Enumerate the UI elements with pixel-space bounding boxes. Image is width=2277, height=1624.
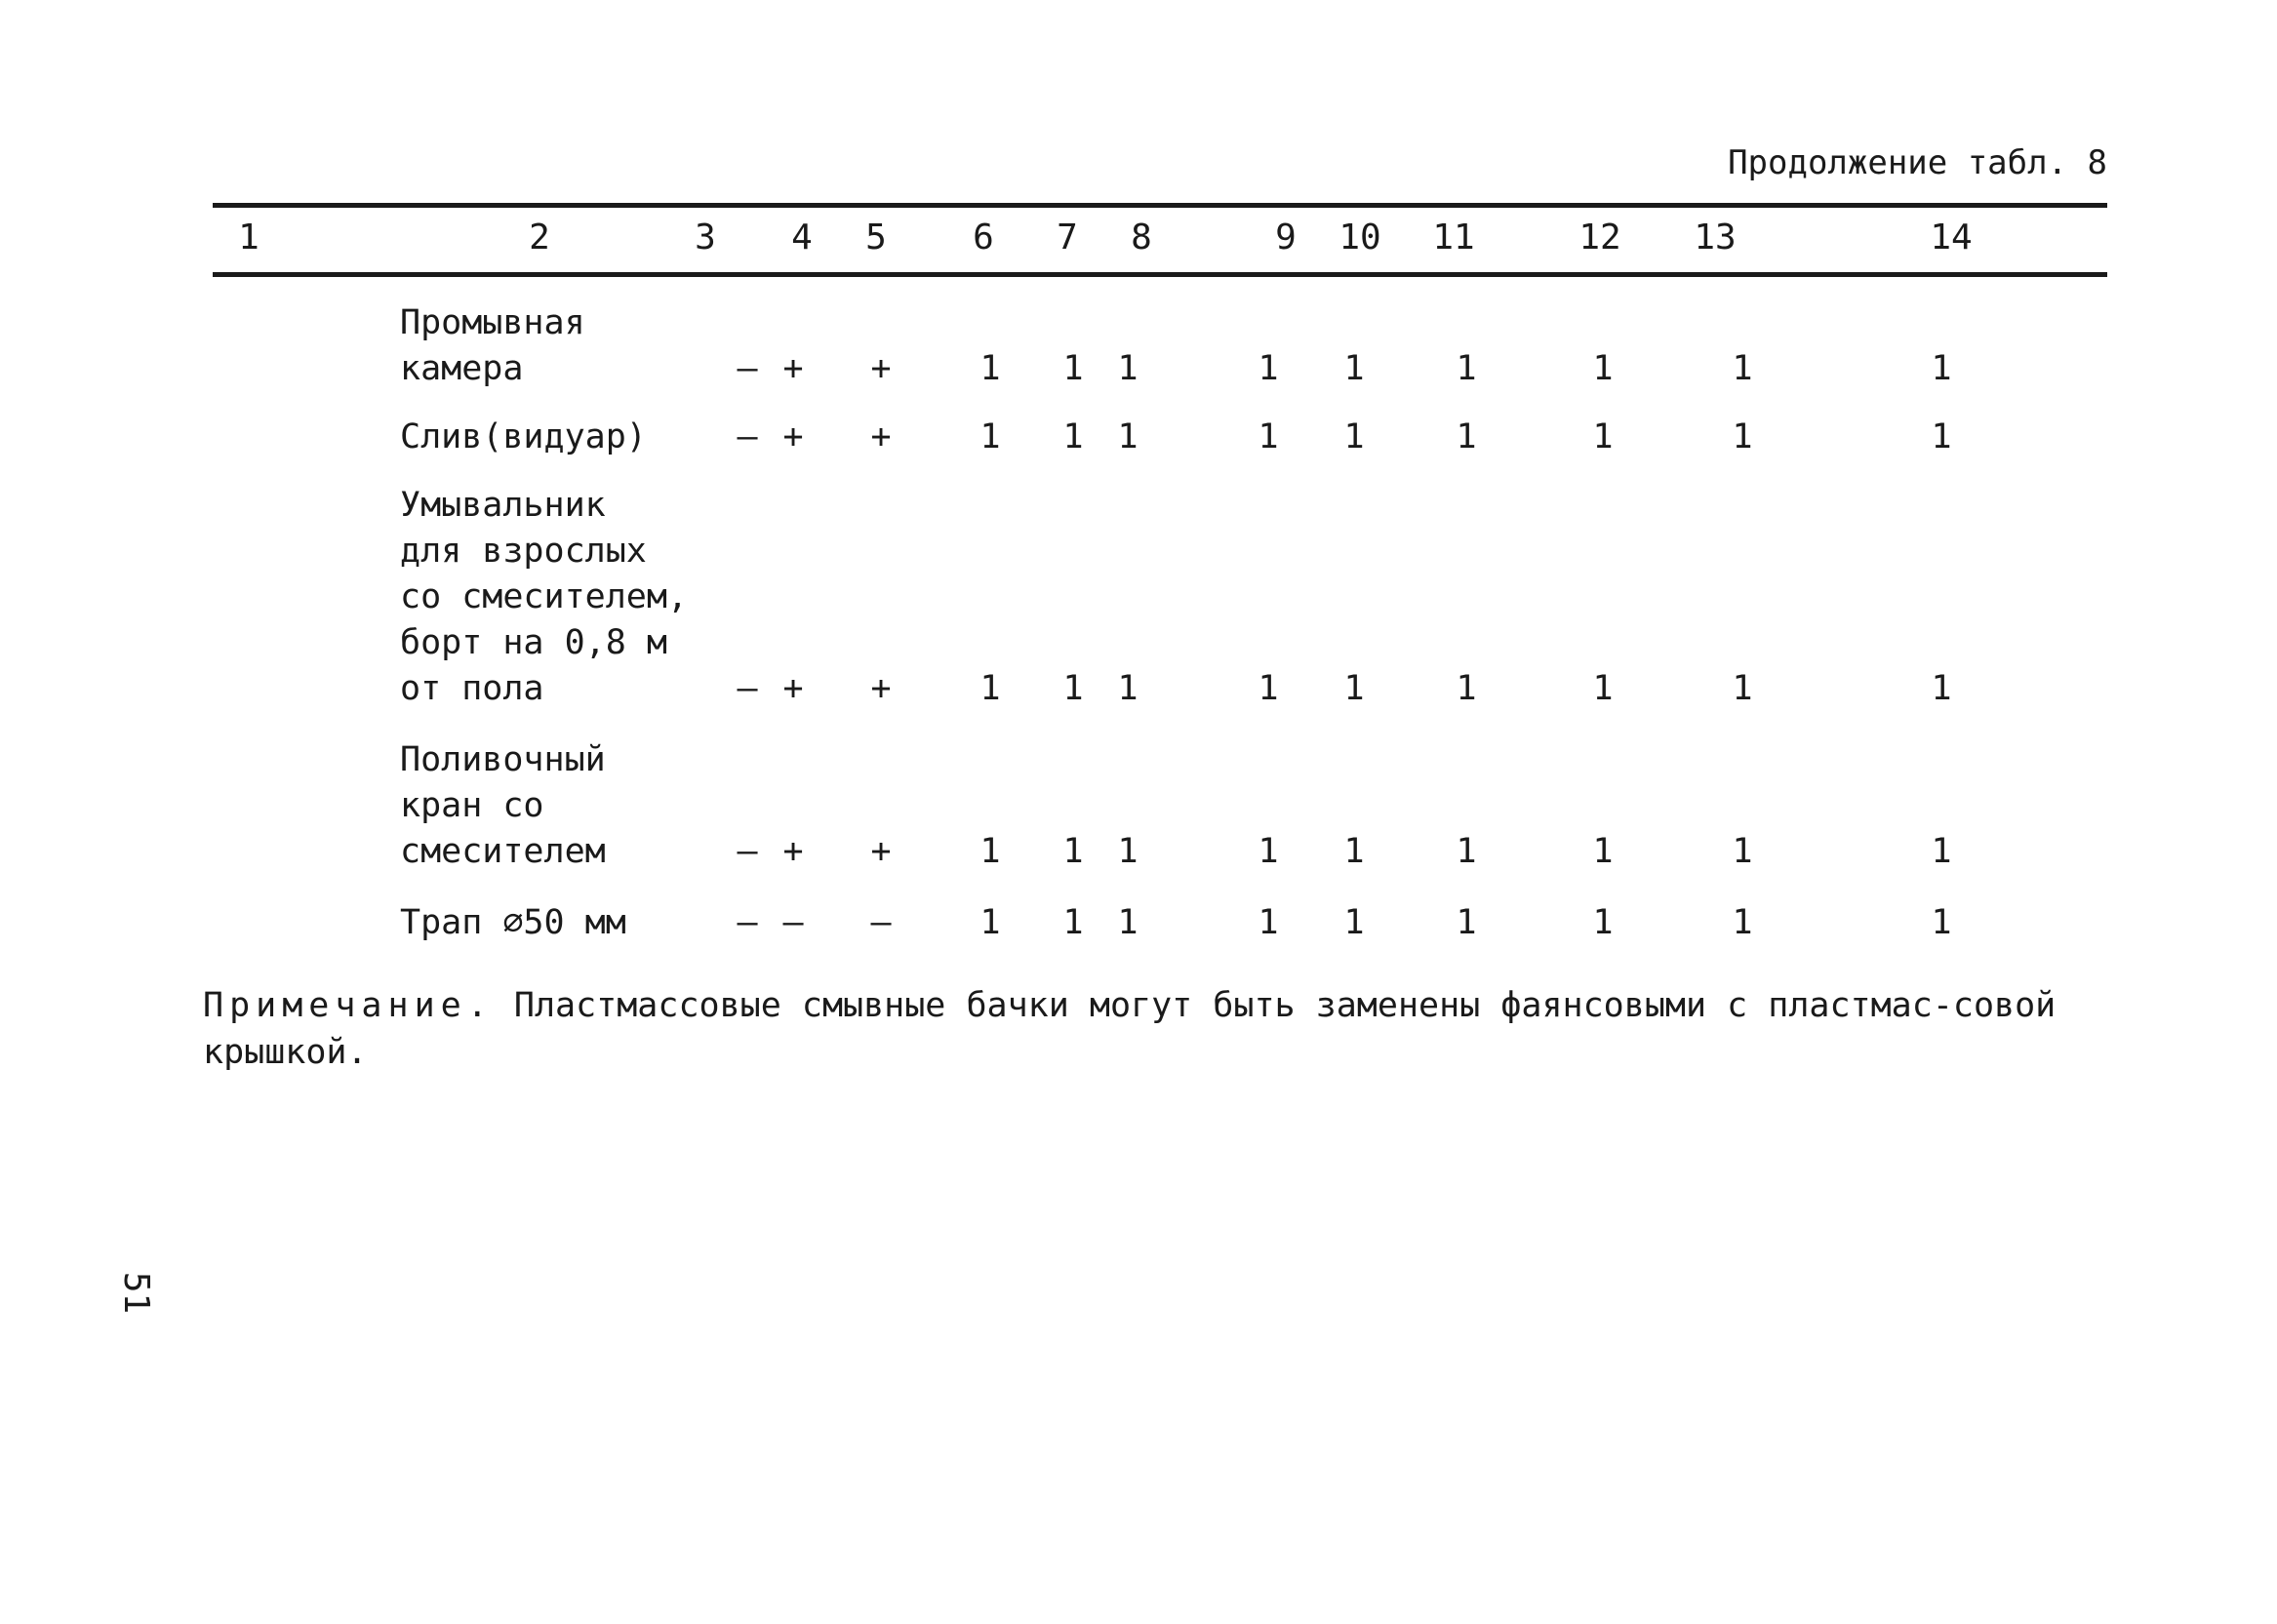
row-name-line: со смесителем,	[400, 577, 689, 616]
table-cell: 1	[1117, 669, 1138, 708]
table-cell: 1	[1062, 832, 1084, 871]
row-name-line: для взрослых	[400, 532, 647, 571]
table-cell: 1	[1258, 349, 1279, 388]
column-header: 12	[1578, 218, 1621, 257]
table-cell: 1	[1732, 669, 1753, 708]
table-cell: –	[737, 832, 758, 871]
row-name-line: камера	[400, 349, 524, 388]
table-cell: +	[870, 669, 892, 708]
table-cell: 1	[1456, 903, 1477, 942]
table-note	[203, 982, 2115, 1076]
table-cell: 1	[1258, 669, 1279, 708]
table-cell: +	[782, 349, 804, 388]
row-name-line: Умывальник	[400, 486, 606, 525]
table-cell: +	[870, 349, 892, 388]
column-header: 11	[1432, 218, 1475, 257]
table-cell: 1	[1931, 417, 1952, 456]
table-cell: 1	[1931, 832, 1952, 871]
row-name-line: Поливочный	[400, 740, 606, 779]
table-cell: 1	[1343, 349, 1365, 388]
note-lead: Примечание.	[203, 986, 494, 1025]
row-name-line: Промывная	[400, 303, 585, 342]
table-cell: 1	[979, 417, 1001, 456]
table-cell: 1	[1117, 417, 1138, 456]
table-cell: 1	[1456, 669, 1477, 708]
table-cell: 1	[1592, 417, 1614, 456]
table-cell: 1	[1456, 349, 1477, 388]
table-cell: 1	[1062, 903, 1084, 942]
table-cell: +	[782, 832, 804, 871]
table-cell: 1	[1062, 349, 1084, 388]
column-header: 13	[1694, 218, 1737, 257]
row-name-line: смесителем	[400, 832, 606, 871]
table-cell: 1	[1456, 832, 1477, 871]
table-cell: –	[737, 349, 758, 388]
table-cell: 1	[1117, 349, 1138, 388]
table-cell: 1	[979, 669, 1001, 708]
table-cell: 1	[1062, 669, 1084, 708]
table-cell: +	[782, 669, 804, 708]
table-cell: 1	[1931, 349, 1952, 388]
row-name-line: Трап ∅50 мм	[400, 903, 626, 942]
table-cell: –	[737, 669, 758, 708]
table-cell: 1	[1732, 903, 1753, 942]
table-cell: –	[737, 903, 758, 942]
table-cell: 1	[1258, 417, 1279, 456]
table-cell: +	[870, 832, 892, 871]
row-name-line: Слив(видуар)	[400, 417, 647, 456]
row-name-line: от пола	[400, 669, 544, 708]
table-cell: 1	[1931, 669, 1952, 708]
column-header: 5	[865, 218, 887, 257]
row-name-line: борт на 0,8 м	[400, 623, 667, 662]
column-header: 6	[973, 218, 994, 257]
table-cell: 1	[1592, 669, 1614, 708]
table-cell: 1	[1343, 903, 1365, 942]
table-cell: +	[782, 417, 804, 456]
table-cell: 1	[1258, 903, 1279, 942]
table-caption: Продолжение табл. 8	[1728, 143, 2107, 182]
table-cell: 1	[1592, 349, 1614, 388]
table-cell: –	[870, 903, 892, 942]
table-cell: 1	[1592, 903, 1614, 942]
table-cell: 1	[1062, 417, 1084, 456]
column-header: 14	[1930, 218, 1973, 257]
column-header: 3	[695, 218, 716, 257]
row-name-line: кран со	[400, 786, 544, 825]
note-text: Пластмассовые смывные бачки могут быть заменены фаянсовыми с пластмас-совой крышкой.	[203, 986, 2057, 1072]
table-cell: 1	[1258, 832, 1279, 871]
table-cell: 1	[1456, 417, 1477, 456]
table-cell: +	[870, 417, 892, 456]
table-cell: 1	[1732, 349, 1753, 388]
table-cell: –	[737, 417, 758, 456]
table-cell: 1	[1343, 832, 1365, 871]
column-header: 2	[529, 218, 550, 257]
table-cell: 1	[1732, 832, 1753, 871]
column-header: 7	[1057, 218, 1078, 257]
table-cell: 1	[1343, 669, 1365, 708]
table-cell: 1	[1343, 417, 1365, 456]
table-cell: –	[782, 903, 804, 942]
table-cell: 1	[979, 349, 1001, 388]
column-header: 9	[1275, 218, 1297, 257]
table-cell: 1	[979, 903, 1001, 942]
table-cell: 1	[1931, 903, 1952, 942]
column-header: 4	[791, 218, 813, 257]
table-cell: 1	[1732, 417, 1753, 456]
column-header: 1	[238, 218, 260, 257]
table-cell: 1	[979, 832, 1001, 871]
column-header: 10	[1338, 218, 1381, 257]
table-cell: 1	[1117, 903, 1138, 942]
row-name	[400, 900, 626, 946]
page-number: 51	[116, 1271, 157, 1315]
table-cell: 1	[1117, 832, 1138, 871]
table-cell: 1	[1592, 832, 1614, 871]
column-header: 8	[1131, 218, 1152, 257]
